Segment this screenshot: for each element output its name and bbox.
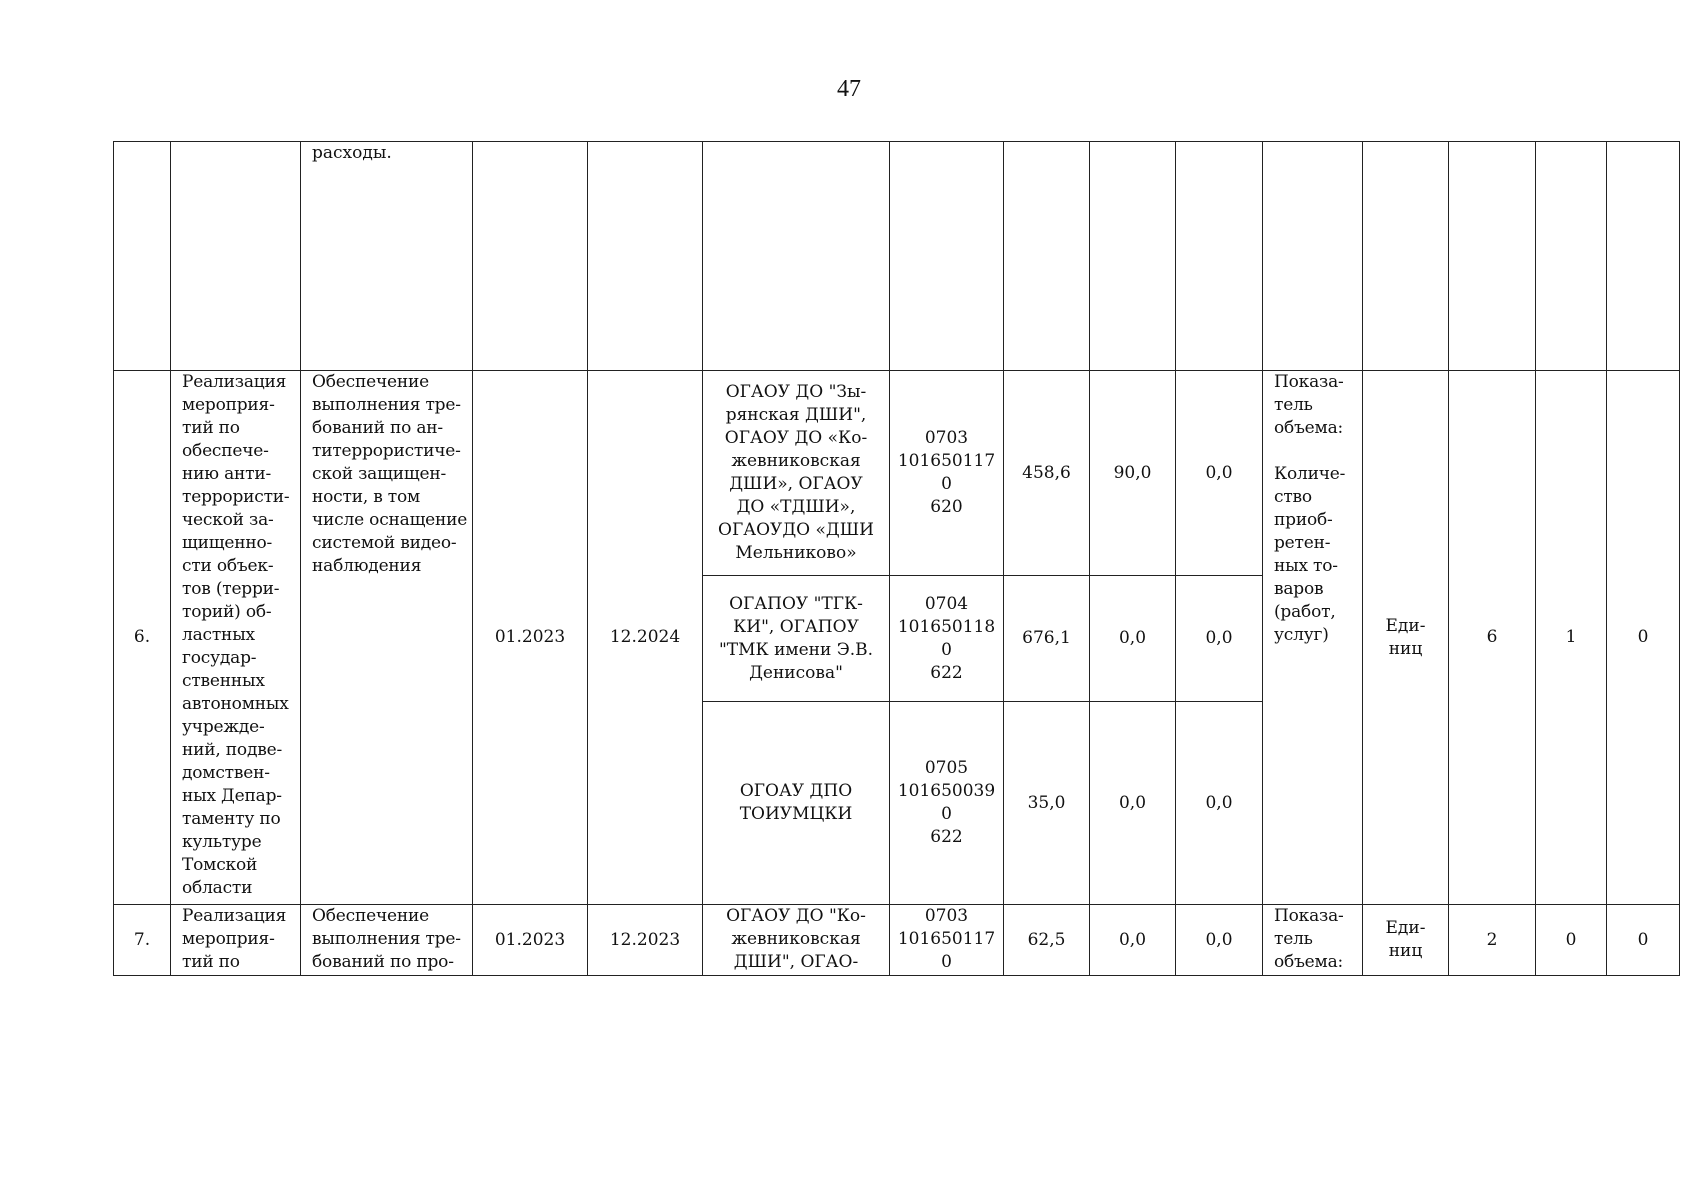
- value-cell-2: 1: [1536, 371, 1607, 905]
- unit-cell: Еди- ниц: [1363, 905, 1449, 976]
- activity-cell: Реализация мероприя- тий по обеспече- нию анти- террористи- ческой за- щищенно- сти объек- тов (терри- торий) об- ластных государ- ственных автономных учрежде- ний, подве- домствен- ных Депар- таменту по культуре Томской области: [171, 371, 301, 905]
- page-number: 47: [837, 76, 861, 102]
- cont-cell-amount1: [1004, 142, 1090, 371]
- cont-cell-task: расходы.: [301, 142, 473, 371]
- start-date-cell: 01.2023: [473, 905, 588, 976]
- table-row: [114, 371, 1680, 576]
- cont-cell-value1: [1449, 142, 1536, 371]
- cont-cell-unit: [1363, 142, 1449, 371]
- start-date-cell: 01.2023: [473, 371, 588, 905]
- amount-cell-1: 676,1: [1004, 576, 1090, 702]
- cont-cell-amount3: [1176, 142, 1263, 371]
- value-cell-1: 2: [1449, 905, 1536, 976]
- row-number: 7.: [114, 905, 171, 976]
- indicator-cell: Показа- тель объема: Количе- ство приоб- ретен- ных то- варов (работ, услуг): [1263, 371, 1363, 905]
- value-cell-3: 0: [1607, 371, 1680, 905]
- task-cell: Обеспечение выполнения тре- бований по про-: [301, 905, 473, 976]
- organization-cell: ОГАПОУ "ТГК- КИ", ОГАПОУ "ТМК имени Э.В. Денисова": [703, 576, 890, 702]
- amount-cell-3: 0,0: [1176, 371, 1263, 576]
- value-cell-1: 6: [1449, 371, 1536, 905]
- budget-code-cell: 0705 101650039 0 622: [890, 702, 1004, 905]
- organization-cell: ОГОАУ ДПО ТОИУМЦКИ: [703, 702, 890, 905]
- amount-cell-2: 0,0: [1090, 576, 1176, 702]
- end-date-cell: 12.2024: [588, 371, 703, 905]
- cont-cell-org: [703, 142, 890, 371]
- cont-cell-amount2: [1090, 142, 1176, 371]
- program-activities-table: [113, 141, 1680, 976]
- cont-cell-number: [114, 142, 171, 371]
- unit-cell: Еди- ниц: [1363, 371, 1449, 905]
- value-cell-2: 0: [1536, 905, 1607, 976]
- continuation-row: [114, 142, 1680, 371]
- amount-cell-1: 458,6: [1004, 371, 1090, 576]
- amount-cell-2: 0,0: [1090, 702, 1176, 905]
- budget-code-cell: 0703 101650117 0: [890, 905, 1004, 976]
- organization-cell: ОГАОУ ДО "Зы- рянская ДШИ", ОГАОУ ДО «Ко- жевниковская ДШИ», ОГАОУ ДО «ТДШИ», ОГАОУДО «ДШИ Мельниково»: [703, 371, 890, 576]
- amount-cell-3: 0,0: [1176, 576, 1263, 702]
- amount-cell-3: 0,0: [1176, 702, 1263, 905]
- organization-cell: ОГАОУ ДО "Ко- жевниковская ДШИ", ОГАО-: [703, 905, 890, 976]
- amount-cell-2: 90,0: [1090, 371, 1176, 576]
- budget-code-cell: 0704 101650118 0 622: [890, 576, 1004, 702]
- amount-cell-1: 62,5: [1004, 905, 1090, 976]
- amount-cell-3: 0,0: [1176, 905, 1263, 976]
- cont-cell-indicator: [1263, 142, 1363, 371]
- value-cell-3: 0: [1607, 905, 1680, 976]
- row-number: 6.: [114, 371, 171, 905]
- end-date-cell: 12.2023: [588, 905, 703, 976]
- cont-cell-value2: [1536, 142, 1607, 371]
- cont-cell-activity: [171, 142, 301, 371]
- budget-code-cell: 0703 101650117 0 620: [890, 371, 1004, 576]
- indicator-cell: Показа- тель объема:: [1263, 905, 1363, 976]
- table-row: [114, 905, 1680, 976]
- cont-cell-value3: [1607, 142, 1680, 371]
- cont-cell-start: [473, 142, 588, 371]
- cont-cell-code: [890, 142, 1004, 371]
- amount-cell-1: 35,0: [1004, 702, 1090, 905]
- cont-cell-end: [588, 142, 703, 371]
- activity-cell: Реализация мероприя- тий по: [171, 905, 301, 976]
- amount-cell-2: 0,0: [1090, 905, 1176, 976]
- task-cell: Обеспечение выполнения тре- бований по ан- титеррористиче- ской защищен- ности, в том числе оснащение системой видео- наблюдения: [301, 371, 473, 905]
